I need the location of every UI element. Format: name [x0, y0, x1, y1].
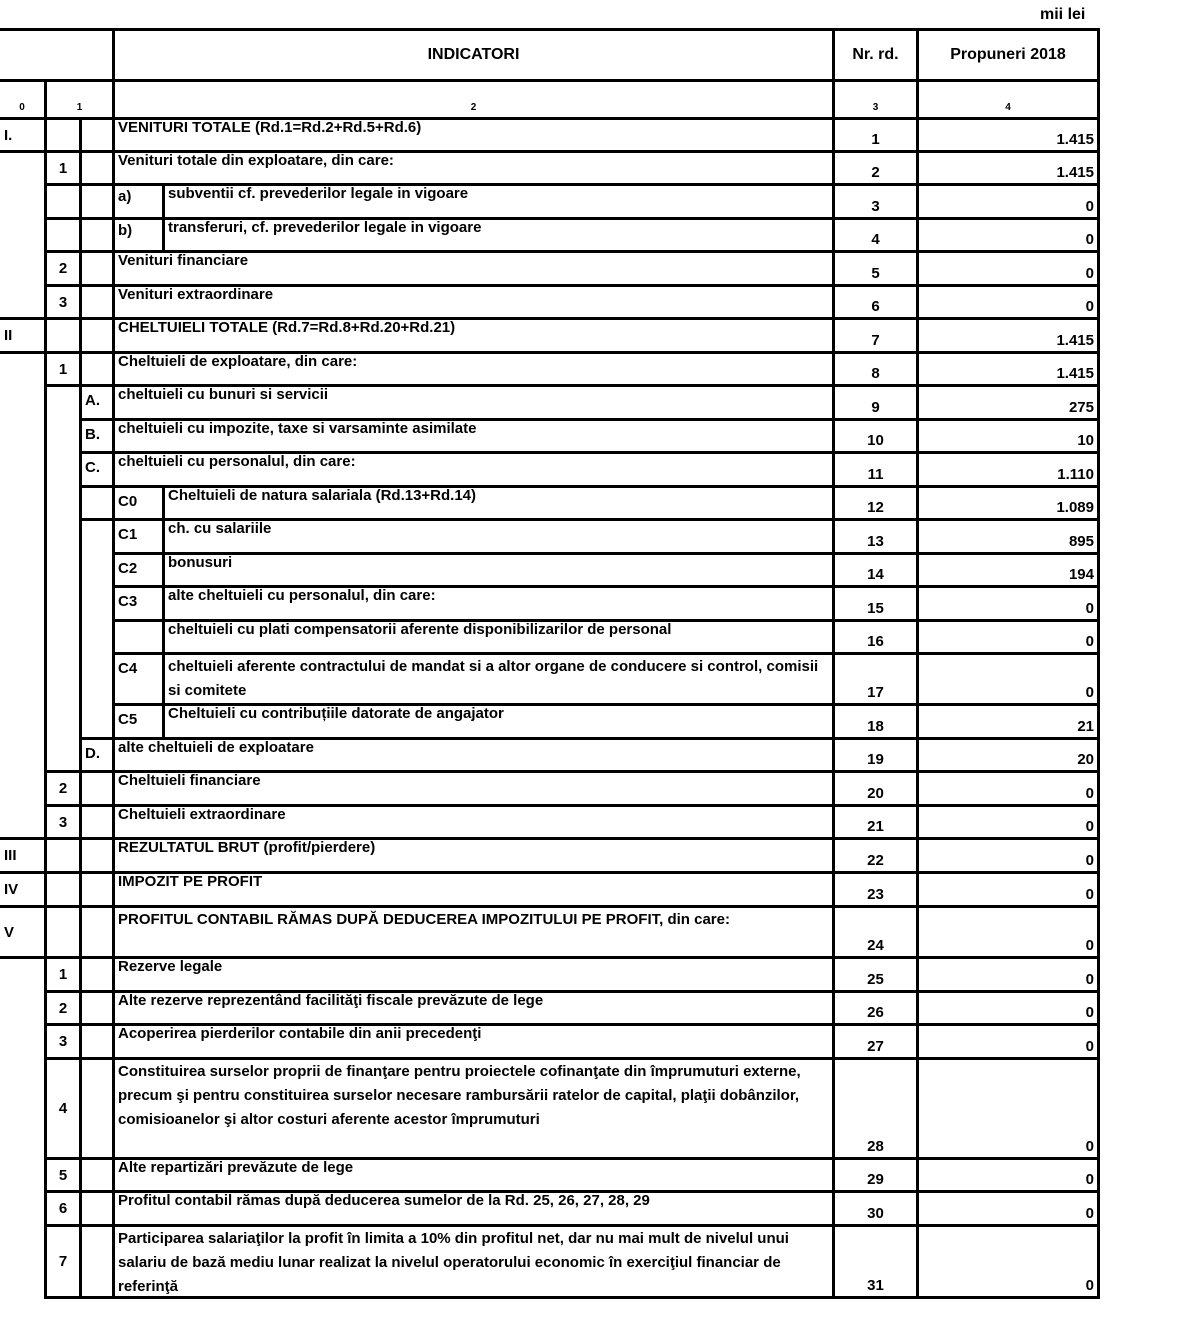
- row-indicator: cheltuieli cu personalul, din care:: [115, 454, 835, 488]
- row-code: [47, 908, 82, 959]
- row-indicator: Cheltuieli financiare: [115, 773, 835, 807]
- row-number: 21: [835, 807, 919, 840]
- row-indicator: ch. cu salariile: [165, 521, 835, 555]
- budget-table: [0, 28, 1100, 1300]
- row-value: 0: [919, 253, 1100, 287]
- row-value: 1.089: [919, 488, 1100, 521]
- row-sub-label: C0: [115, 488, 165, 521]
- row-number: 8: [835, 354, 919, 387]
- row-indicator: CHELTUIELI TOTALE (Rd.7=Rd.8+Rd.20+Rd.21): [115, 320, 835, 354]
- roman-numeral: III: [0, 840, 47, 874]
- row-number: 12: [835, 488, 919, 521]
- row-number: 13: [835, 521, 919, 555]
- row-number: 3: [835, 186, 919, 220]
- col-index-1: 1: [47, 82, 115, 120]
- row-code: 2: [47, 773, 82, 807]
- roman-numeral: IV: [0, 874, 47, 908]
- row-number: 14: [835, 555, 919, 588]
- row-value: 0: [919, 588, 1100, 622]
- row-number: 16: [835, 622, 919, 655]
- sub-spacer: [82, 253, 115, 287]
- row-number: 30: [835, 1193, 919, 1227]
- row-value: 275: [919, 387, 1100, 421]
- row-indicator: subventii cf. prevederilor legale in vigoare: [165, 186, 835, 220]
- row-number: 1: [835, 120, 919, 153]
- row-number: 22: [835, 840, 919, 874]
- col-index-0: 0: [0, 82, 47, 120]
- row-code: [47, 320, 82, 354]
- row-sub-label: C3: [115, 588, 165, 622]
- row-value: 1.415: [919, 120, 1100, 153]
- sub-spacer: [82, 1227, 115, 1299]
- row-value: 0: [919, 1193, 1100, 1227]
- header-propuneri: Propuneri 2018: [919, 31, 1100, 82]
- row-value: 0: [919, 807, 1100, 840]
- row-value: 0: [919, 840, 1100, 874]
- row-number: 4: [835, 220, 919, 253]
- row-code: 1: [47, 153, 82, 186]
- row-value: 10: [919, 421, 1100, 454]
- column-divider: [44, 959, 47, 1299]
- row-indicator: Alte rezerve reprezentând facilităţi fiscale prevăzute de lege: [115, 993, 835, 1026]
- row-number: 31: [835, 1227, 919, 1299]
- row-indicator: alte cheltuieli de exploatare: [115, 740, 835, 773]
- row-value: 0: [919, 1026, 1100, 1060]
- row-value: 1.415: [919, 320, 1100, 354]
- row-number: 17: [835, 655, 919, 706]
- sub-spacer: [82, 959, 115, 993]
- row-sub-label: C2: [115, 555, 165, 588]
- row-sub-label: C1: [115, 521, 165, 555]
- sub-spacer: [82, 1060, 115, 1160]
- row-code: 3: [47, 287, 82, 320]
- row-number: 24: [835, 908, 919, 959]
- row-number: 7: [835, 320, 919, 354]
- row-number: 25: [835, 959, 919, 993]
- sub-spacer: [82, 521, 115, 740]
- row-code: 5: [47, 1160, 82, 1193]
- row-sub-label: C4: [115, 655, 165, 706]
- row-value: 0: [919, 220, 1100, 253]
- row-code: [47, 840, 82, 874]
- sub-spacer: [82, 773, 115, 807]
- row-number: 23: [835, 874, 919, 908]
- row-sub-label: B.: [82, 421, 115, 454]
- row-indicator: Venituri financiare: [115, 253, 835, 287]
- row-indicator: alte cheltuieli cu personalul, din care:: [165, 588, 835, 622]
- row-value: 1.415: [919, 153, 1100, 186]
- row-number: 9: [835, 387, 919, 421]
- row-indicator: cheltuieli aferente contractului de mandat si a altor organe de conducere si control, comisii si comitete: [165, 655, 835, 706]
- row-value: 1.415: [919, 354, 1100, 387]
- row-indicator: transferuri, cf. prevederilor legale in vigoare: [165, 220, 835, 253]
- row-number: 27: [835, 1026, 919, 1060]
- sub-spacer: [82, 908, 115, 959]
- row-value: 0: [919, 186, 1100, 220]
- row-number: 6: [835, 287, 919, 320]
- row-code: [47, 220, 82, 253]
- row-code: 3: [47, 1026, 82, 1060]
- header-indicatori: INDICATORI: [115, 31, 835, 82]
- row-number: 5: [835, 253, 919, 287]
- row-code: 7: [47, 1227, 82, 1299]
- row-value: 1.110: [919, 454, 1100, 488]
- roman-numeral: V: [0, 908, 47, 959]
- row-indicator: Participarea salariaţilor la profit în limita a 10% din profitul net, dar nu mai mult de nivelul unui salariu de bază mediu lunar realizat la nivelul operatorului economic în exerciţiul financiar de referinţă: [115, 1227, 835, 1299]
- roman-numeral: I.: [0, 120, 47, 153]
- row-number: 28: [835, 1060, 919, 1160]
- row-indicator: Venituri totale din exploatare, din care:: [115, 153, 835, 186]
- sub-spacer: [82, 120, 115, 153]
- row-indicator: cheltuieli cu plati compensatorii aferente disponibilizarilor de personal: [165, 622, 835, 655]
- row-value: 194: [919, 555, 1100, 588]
- row-sub-label: C5: [115, 706, 165, 740]
- row-number: 18: [835, 706, 919, 740]
- row-number: 11: [835, 454, 919, 488]
- row-number: 19: [835, 740, 919, 773]
- header-nr-rd: Nr. rd.: [835, 31, 919, 82]
- roman-numeral: II: [0, 320, 47, 354]
- row-number: 15: [835, 588, 919, 622]
- row-indicator: Profitul contabil rămas după deducerea sumelor de la Rd. 25, 26, 27, 28, 29: [115, 1193, 835, 1227]
- row-number: 2: [835, 153, 919, 186]
- sub-spacer: [82, 807, 115, 840]
- row-indicator: Cheltuieli de exploatare, din care:: [115, 354, 835, 387]
- section-spacer: [0, 354, 47, 840]
- row-indicator: Cheltuieli de natura salariala (Rd.13+Rd.14): [165, 488, 835, 521]
- row-indicator: REZULTATUL BRUT (profit/pierdere): [115, 840, 835, 874]
- row-sub-label: D.: [82, 740, 115, 773]
- row-value: 0: [919, 773, 1100, 807]
- section-spacer: [0, 959, 47, 1299]
- row-value: 0: [919, 1060, 1100, 1160]
- sub-spacer: [82, 874, 115, 908]
- row-value: 0: [919, 874, 1100, 908]
- row-indicator: Cheltuieli cu contribuțiile datorate de angajator: [165, 706, 835, 740]
- row-value: 20: [919, 740, 1100, 773]
- col-index-2: 2: [115, 82, 835, 120]
- row-code: 1: [47, 959, 82, 993]
- row-indicator: Constituirea surselor proprii de finanţare pentru proiectele cofinanţate din împrumuturi externe, precum şi pentru constituirea surselor necesare rambursării ratelor de capital, plaţii dobânzilor, comisioanelor şi altor costuri aferente acestor împrumuturi: [115, 1060, 835, 1160]
- row-indicator: Rezerve legale: [115, 959, 835, 993]
- sub-spacer: [82, 220, 115, 253]
- row-indicator: PROFITUL CONTABIL RĂMAS DUPĂ DEDUCEREA IMPOZITULUI PE PROFIT, din care:: [115, 908, 835, 959]
- sub-spacer: [82, 1193, 115, 1227]
- row-value: 0: [919, 1227, 1100, 1299]
- sub-spacer: [82, 1026, 115, 1060]
- sub-spacer: [82, 186, 115, 220]
- row-value: 21: [919, 706, 1100, 740]
- row-code: 2: [47, 993, 82, 1026]
- sub-spacer: [82, 840, 115, 874]
- row-indicator: Venituri extraordinare: [115, 287, 835, 320]
- row-indicator: IMPOZIT PE PROFIT: [115, 874, 835, 908]
- sub-spacer: [82, 320, 115, 354]
- col-index-3: 3: [835, 82, 919, 120]
- section-spacer: [0, 153, 47, 320]
- row-indicator: Alte repartizări prevăzute de lege: [115, 1160, 835, 1193]
- sub-spacer: [82, 153, 115, 186]
- row-code-spacer: [47, 387, 82, 773]
- sub-spacer: [82, 993, 115, 1026]
- sub-spacer: [82, 1160, 115, 1193]
- row-value: 0: [919, 993, 1100, 1026]
- row-indicator: Cheltuieli extraordinare: [115, 807, 835, 840]
- col-index-4: 4: [919, 82, 1100, 120]
- row-indicator: bonusuri: [165, 555, 835, 588]
- row-number: 10: [835, 421, 919, 454]
- row-code: 4: [47, 1060, 82, 1160]
- row-code: 6: [47, 1193, 82, 1227]
- unit-label: mii lei: [1040, 6, 1086, 23]
- sub-spacer: [82, 354, 115, 387]
- row-value: 0: [919, 287, 1100, 320]
- row-code: [47, 120, 82, 153]
- row-number: 29: [835, 1160, 919, 1193]
- row-sub-label: A.: [82, 387, 115, 421]
- row-code: 1: [47, 354, 82, 387]
- header-blank: [0, 31, 115, 82]
- row-value: 0: [919, 908, 1100, 959]
- sub-spacer: [82, 287, 115, 320]
- row-indicator: cheltuieli cu impozite, taxe si varsaminte asimilate: [115, 421, 835, 454]
- row-value: 0: [919, 959, 1100, 993]
- row-sub-label: b): [115, 220, 165, 253]
- row-code: [47, 186, 82, 220]
- row-sub-label: C.: [82, 454, 115, 488]
- sub-spacer: [82, 488, 115, 521]
- row-indicator: Acoperirea pierderilor contabile din anii precedenţi: [115, 1026, 835, 1060]
- row-value: 0: [919, 622, 1100, 655]
- row-value: 0: [919, 655, 1100, 706]
- row-sub-label: [115, 622, 165, 655]
- row-number: 26: [835, 993, 919, 1026]
- row-code: [47, 874, 82, 908]
- row-indicator: cheltuieli cu bunuri si servicii: [115, 387, 835, 421]
- row-code: 2: [47, 253, 82, 287]
- row-number: 20: [835, 773, 919, 807]
- row-code: 3: [47, 807, 82, 840]
- row-indicator: VENITURI TOTALE (Rd.1=Rd.2+Rd.5+Rd.6): [115, 120, 835, 153]
- row-sub-label: a): [115, 186, 165, 220]
- row-value: 895: [919, 521, 1100, 555]
- row-value: 0: [919, 1160, 1100, 1193]
